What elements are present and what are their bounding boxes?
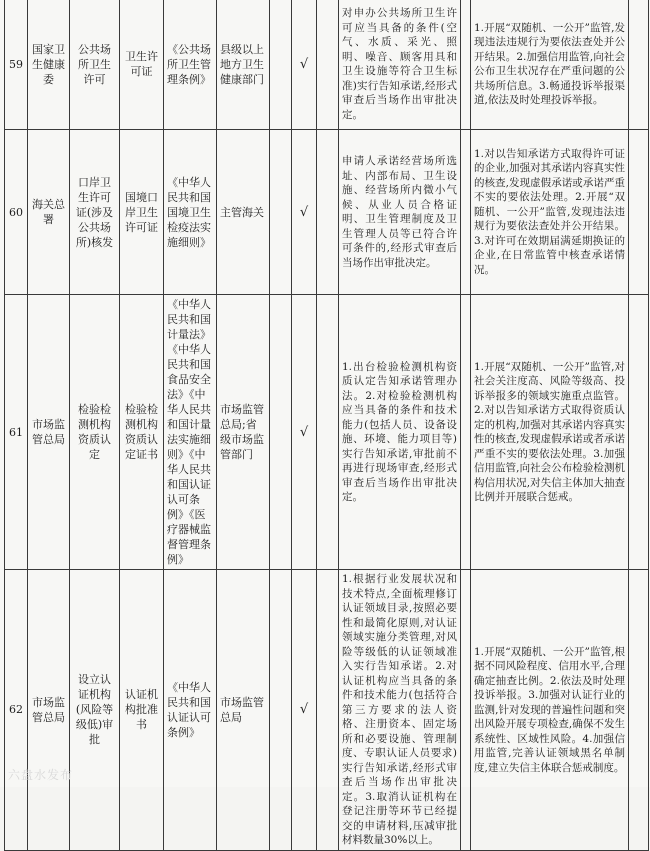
check-mark: √ <box>292 570 317 851</box>
row-number: 62 <box>5 570 28 851</box>
check-mark: √ <box>292 0 317 130</box>
check-mark: √ <box>292 295 317 570</box>
permit-item: 设立认证机构(风险等级低)审批 <box>70 570 120 851</box>
row-number: 61 <box>5 295 28 570</box>
permit-item: 口岸卫生许可证(涉及公共场所)核发 <box>70 130 120 295</box>
supervision-measures: 1.开展“双随机、一公开”监管,根据不同风险程度、信用水平,合理确定抽查比例。2.依法及时处理投诉举报。3.加强对认证行业的监测,针对发现的普遍性问题和突出风险开展专项检查,确保不发生系统性、区域性风险。4.加强信用监管,完善认证领域黑名单制度,建立失信主体联合惩戒制度。 <box>471 570 629 851</box>
watermark: 六盘水发布 <box>8 768 74 782</box>
empty-cell <box>317 570 339 851</box>
table-row <box>5 570 649 851</box>
empty-cell <box>270 0 292 130</box>
approval-authority: 县级以上地方卫生健康部门 <box>217 0 270 130</box>
empty-cell <box>270 570 292 851</box>
empty-cell <box>317 0 339 130</box>
department: 市场监管总局 <box>28 295 70 570</box>
row-number: 60 <box>5 130 28 295</box>
empty-cell <box>317 130 339 295</box>
supervision-measures: 1.对以告知承诺方式取得许可证的企业,加强对其承诺内容真实性的核查,发现虚假承诺或承诺严重不实的要依法处理。2.开展“双随机、一公开”监管,发现违法违规行为要依法查处并公开结果。3.对许可在效期届满延期换证的企业,在日常监管中核查承诺情况。 <box>471 130 629 295</box>
approval-authority: 主管海关 <box>217 130 270 295</box>
permit-certificate: 认证机构批准书 <box>120 570 164 851</box>
empty-cell <box>461 295 471 570</box>
legal-basis: 《中华人民共和国国境卫生检疫法实施细则》 <box>164 130 217 295</box>
department: 市场监管总局 <box>28 570 70 851</box>
check-mark: √ <box>292 130 317 295</box>
empty-cell <box>629 130 649 295</box>
reform-conditions: 申请人承诺经营场所选址、内部布局、卫生设施、经营场所内微小气候、从业人员合格证明、卫生管理制度及卫生管理人员等已符合许可条件的,经形式审查后当场作出审批决定。 <box>339 130 461 295</box>
empty-cell <box>629 295 649 570</box>
reform-conditions: 1.根据行业发展状况和技术特点,全面梳理修订认证领域目录,按照必要性和最简化原则,对认证领域实施分类管理,对风险等级低的认证领域准入实行告知承诺。2.对认证机构应当具备的条件和技术能力(包括符合第三方要求的法人资格、注册资本、固定场所和必要设施、管理制度、专职认证人员要求)实行告知承诺,经形式审查后当场作出审批决定。3.取消认证机构在登记注册等环节已经提交的申请材料,压减审批材料数量30%以上。 <box>339 570 461 851</box>
reform-conditions: 对申办公共场所卫生许可应当具备的条件(空气、水质、采光、照明、噪音、顾客用具和卫生设施等符合卫生标准)实行告知承诺,经形式审查后当场作出审批决定。 <box>339 0 461 130</box>
empty-cell <box>629 570 649 851</box>
supervision-measures: 1.开展“双随机、一公开”监管,发现违法违规行为要依法查处并公开结果。2.加强信用监管,向社会公布卫生状况存在严重问题的公共场所信息。3.畅通投诉举报渠道,依法及时处理投诉举报。 <box>471 0 629 130</box>
empty-cell <box>270 295 292 570</box>
empty-cell <box>461 570 471 851</box>
empty-cell <box>461 130 471 295</box>
department: 海关总署 <box>28 130 70 295</box>
empty-cell <box>629 0 649 130</box>
legal-basis: 《中华人民共和国认证认可条例》 <box>164 570 217 851</box>
reform-items-table <box>4 0 649 851</box>
table-row <box>5 295 649 570</box>
permit-certificate: 检验检测机构资质认定证书 <box>120 295 164 570</box>
table-row <box>5 0 649 130</box>
approval-authority: 市场监管总局 <box>217 570 270 851</box>
table-row <box>5 130 649 295</box>
row-number: 59 <box>5 0 28 130</box>
empty-cell <box>317 295 339 570</box>
department: 国家卫生健康委 <box>28 0 70 130</box>
supervision-measures: 1.开展“双随机、一公开”监管,对社会关注度高、风险等级高、投诉举报多的领域实施重点监管。2.对以告知承诺方式取得资质认定的机构,加强对其承诺内容真实性的核查,发现虚假承诺或者承诺严重不实的要依法处理。3.加强信用监管,向社会公布检验检测机构信用状况,对失信主体加大抽查比例并开展联合惩戒。 <box>471 295 629 570</box>
permit-item: 检验检测机构资质认定 <box>70 295 120 570</box>
empty-cell <box>270 130 292 295</box>
reform-conditions: 1.出台检验检测机构资质认定告知承诺管理办法。2.对检验检测机构应当具备的条件和技术能力(包括人员、设备设施、环境、能力项目等)实行告知承诺,审批前不再进行现场审查,经形式审查后当场作出审批决定。 <box>339 295 461 570</box>
approval-authority: 市场监管总局;省级市场监管部门 <box>217 295 270 570</box>
legal-basis: 《公共场所卫生管理条例》 <box>164 0 217 130</box>
permit-certificate: 国境口岸卫生许可证 <box>120 130 164 295</box>
permit-certificate: 卫生许可证 <box>120 0 164 130</box>
permit-item: 公共场所卫生许可 <box>70 0 120 130</box>
legal-basis: 《中华人民共和国计量法》《中华人民共和国食品安全法》《中华人民共和国计量法实施细则》《中华人民共和国认证认可条例》《医疗器械监督管理条例》 <box>164 295 217 570</box>
empty-cell <box>461 0 471 130</box>
